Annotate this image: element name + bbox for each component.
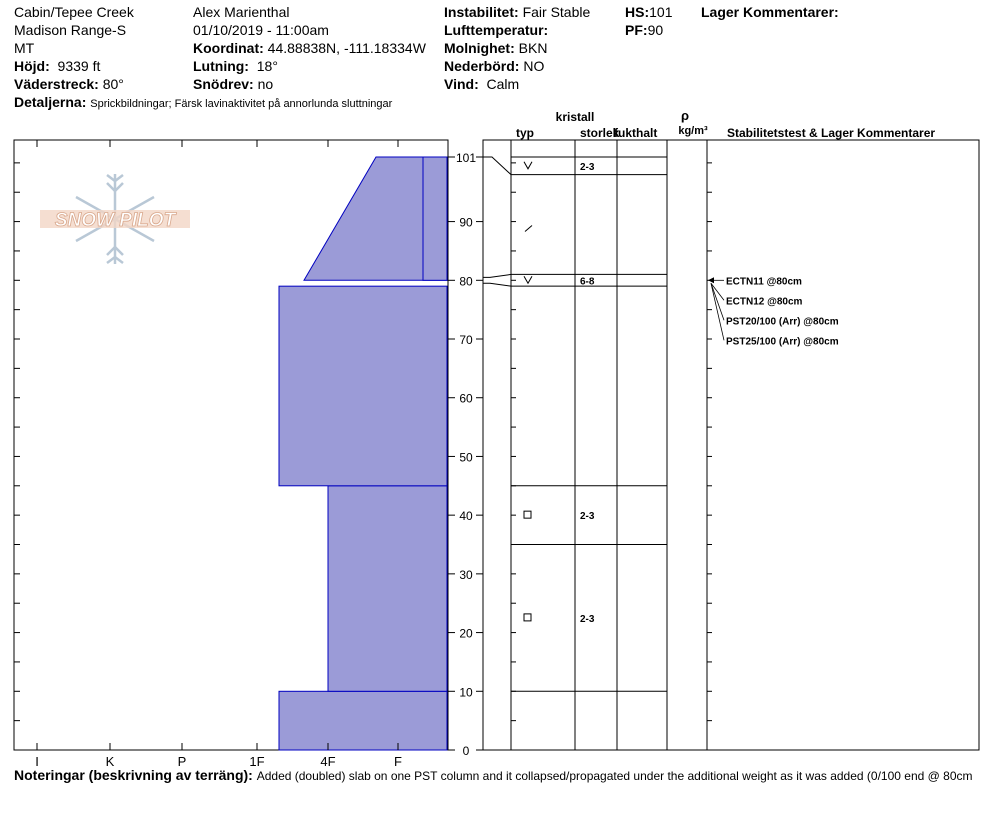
notes-text: Added (doubled) slab on one PST column and it collapsed/propagated under the additional weight as it was added (0/100 end @ 80cm [256, 769, 973, 783]
details-value: Sprickbildningar; Färsk lavinaktivitet på annorlunda sluttningar [90, 98, 393, 110]
hardness-label-I: I [35, 754, 39, 769]
layer-connector [483, 157, 511, 175]
crystal-header: kristall [555, 110, 595, 124]
location-line2: Madison Range-S [14, 22, 127, 38]
elevation-value: 9339 ft [57, 58, 101, 74]
location-line1: Cabin/Tepee Creek [14, 4, 134, 20]
hardness-layer [328, 486, 447, 691]
depth-label: 80 [459, 274, 473, 289]
aspect-value: 80° [102, 76, 124, 92]
hardness-label-1F: 1F [249, 754, 265, 769]
hardness-layers [279, 157, 447, 750]
precip-value: NO [523, 58, 545, 74]
sky-value: BKN [518, 40, 548, 56]
stability-test: ECTN12 @80cm [726, 296, 803, 308]
tests-header: Stabilitetstest & Lager Kommentarer [727, 126, 936, 140]
crystal-type-marker [524, 276, 532, 283]
depth-label: 101 [455, 151, 477, 165]
crystal-type-marker [524, 614, 531, 621]
layer-connector [483, 274, 511, 277]
depth-label: 20 [459, 626, 473, 641]
layer-comments-label: Lager Kommentarer: [701, 4, 839, 20]
hardness-label-F: F [394, 754, 402, 769]
details-label: Detaljerna: [14, 94, 87, 110]
crystal-size-label: 2-3 [580, 511, 595, 523]
hs-value: 101 [649, 4, 673, 20]
wind-value: Calm [486, 76, 520, 92]
hardness-layer [279, 691, 447, 750]
test-pointer [711, 283, 724, 320]
crystal-type-marker [524, 511, 531, 518]
pf-value: 90 [647, 22, 664, 38]
hardness-layer-edge [423, 157, 447, 280]
layer-table [483, 140, 979, 750]
elevation-label: Höjd: [14, 58, 50, 74]
hs-label: HS: [625, 4, 650, 20]
drift-label: Snödrev: [193, 76, 254, 92]
crystal-type-marker [525, 225, 532, 231]
precip-label: Nederbörd: [444, 58, 520, 74]
notes-label: Noteringar (beskrivning av terräng): [14, 767, 253, 783]
moisture-header: fukthalt [614, 126, 658, 140]
depth-label: 60 [459, 391, 473, 406]
size-header: storlek [580, 126, 620, 140]
drift-value: no [257, 76, 274, 92]
density-unit: kg/m³ [678, 125, 708, 137]
depth-label: 50 [459, 450, 473, 465]
hardness-label-4F: 4F [320, 754, 336, 769]
crystal-size-label: 6-8 [580, 276, 595, 288]
hardness-label-K: K [105, 754, 115, 769]
logo-text: SNOW PILOT [54, 210, 176, 231]
depth-label: 10 [459, 685, 473, 700]
density-symbol: ρ [680, 108, 690, 123]
datetime: 01/10/2019 - 11:00am [193, 22, 329, 38]
hardness-label-P: P [177, 754, 187, 769]
notes [14, 766, 973, 785]
aspect-label: Väderstreck: [14, 76, 99, 92]
slope-label: Lutning: [193, 58, 249, 74]
slope-value: 18° [256, 58, 278, 74]
location-line3: MT [14, 40, 35, 56]
snowpilot-logo [40, 174, 190, 264]
stability-test: PST20/100 (Arr) @80cm [726, 316, 839, 328]
crystal-markers [524, 162, 595, 625]
wind-label: Vind: [444, 76, 479, 92]
test-arrowhead [708, 277, 714, 283]
crystal-size-label: 2-3 [580, 161, 595, 173]
depth-label: 90 [459, 215, 473, 230]
airtemp-label: Lufttemperatur: [444, 22, 549, 38]
crystal-type-marker [524, 162, 532, 169]
stability-tests [708, 276, 839, 347]
hardness-layer [279, 286, 447, 486]
crystal-size-label: 2-3 [580, 613, 595, 625]
layer-connector [483, 283, 511, 286]
depth-label: 30 [459, 567, 473, 582]
type-header: typ [516, 126, 534, 140]
stability-value: Fair Stable [522, 4, 591, 20]
stability-test: PST25/100 (Arr) @80cm [726, 336, 839, 348]
depth-label: 70 [459, 333, 473, 348]
sky-label: Molnighet: [444, 40, 515, 56]
coord-label: Koordinat: [193, 40, 264, 56]
stability-label: Instabilitet: [444, 4, 519, 20]
observer: Alex Marienthal [193, 4, 290, 20]
pf-label: PF: [625, 22, 648, 38]
stability-test: ECTN11 @80cm [726, 276, 802, 288]
depth-label: 40 [459, 509, 473, 524]
depth-label: 0 [462, 744, 470, 758]
depth-axis [448, 151, 483, 758]
coord-value: 44.88838N, -111.18334W [267, 40, 426, 56]
